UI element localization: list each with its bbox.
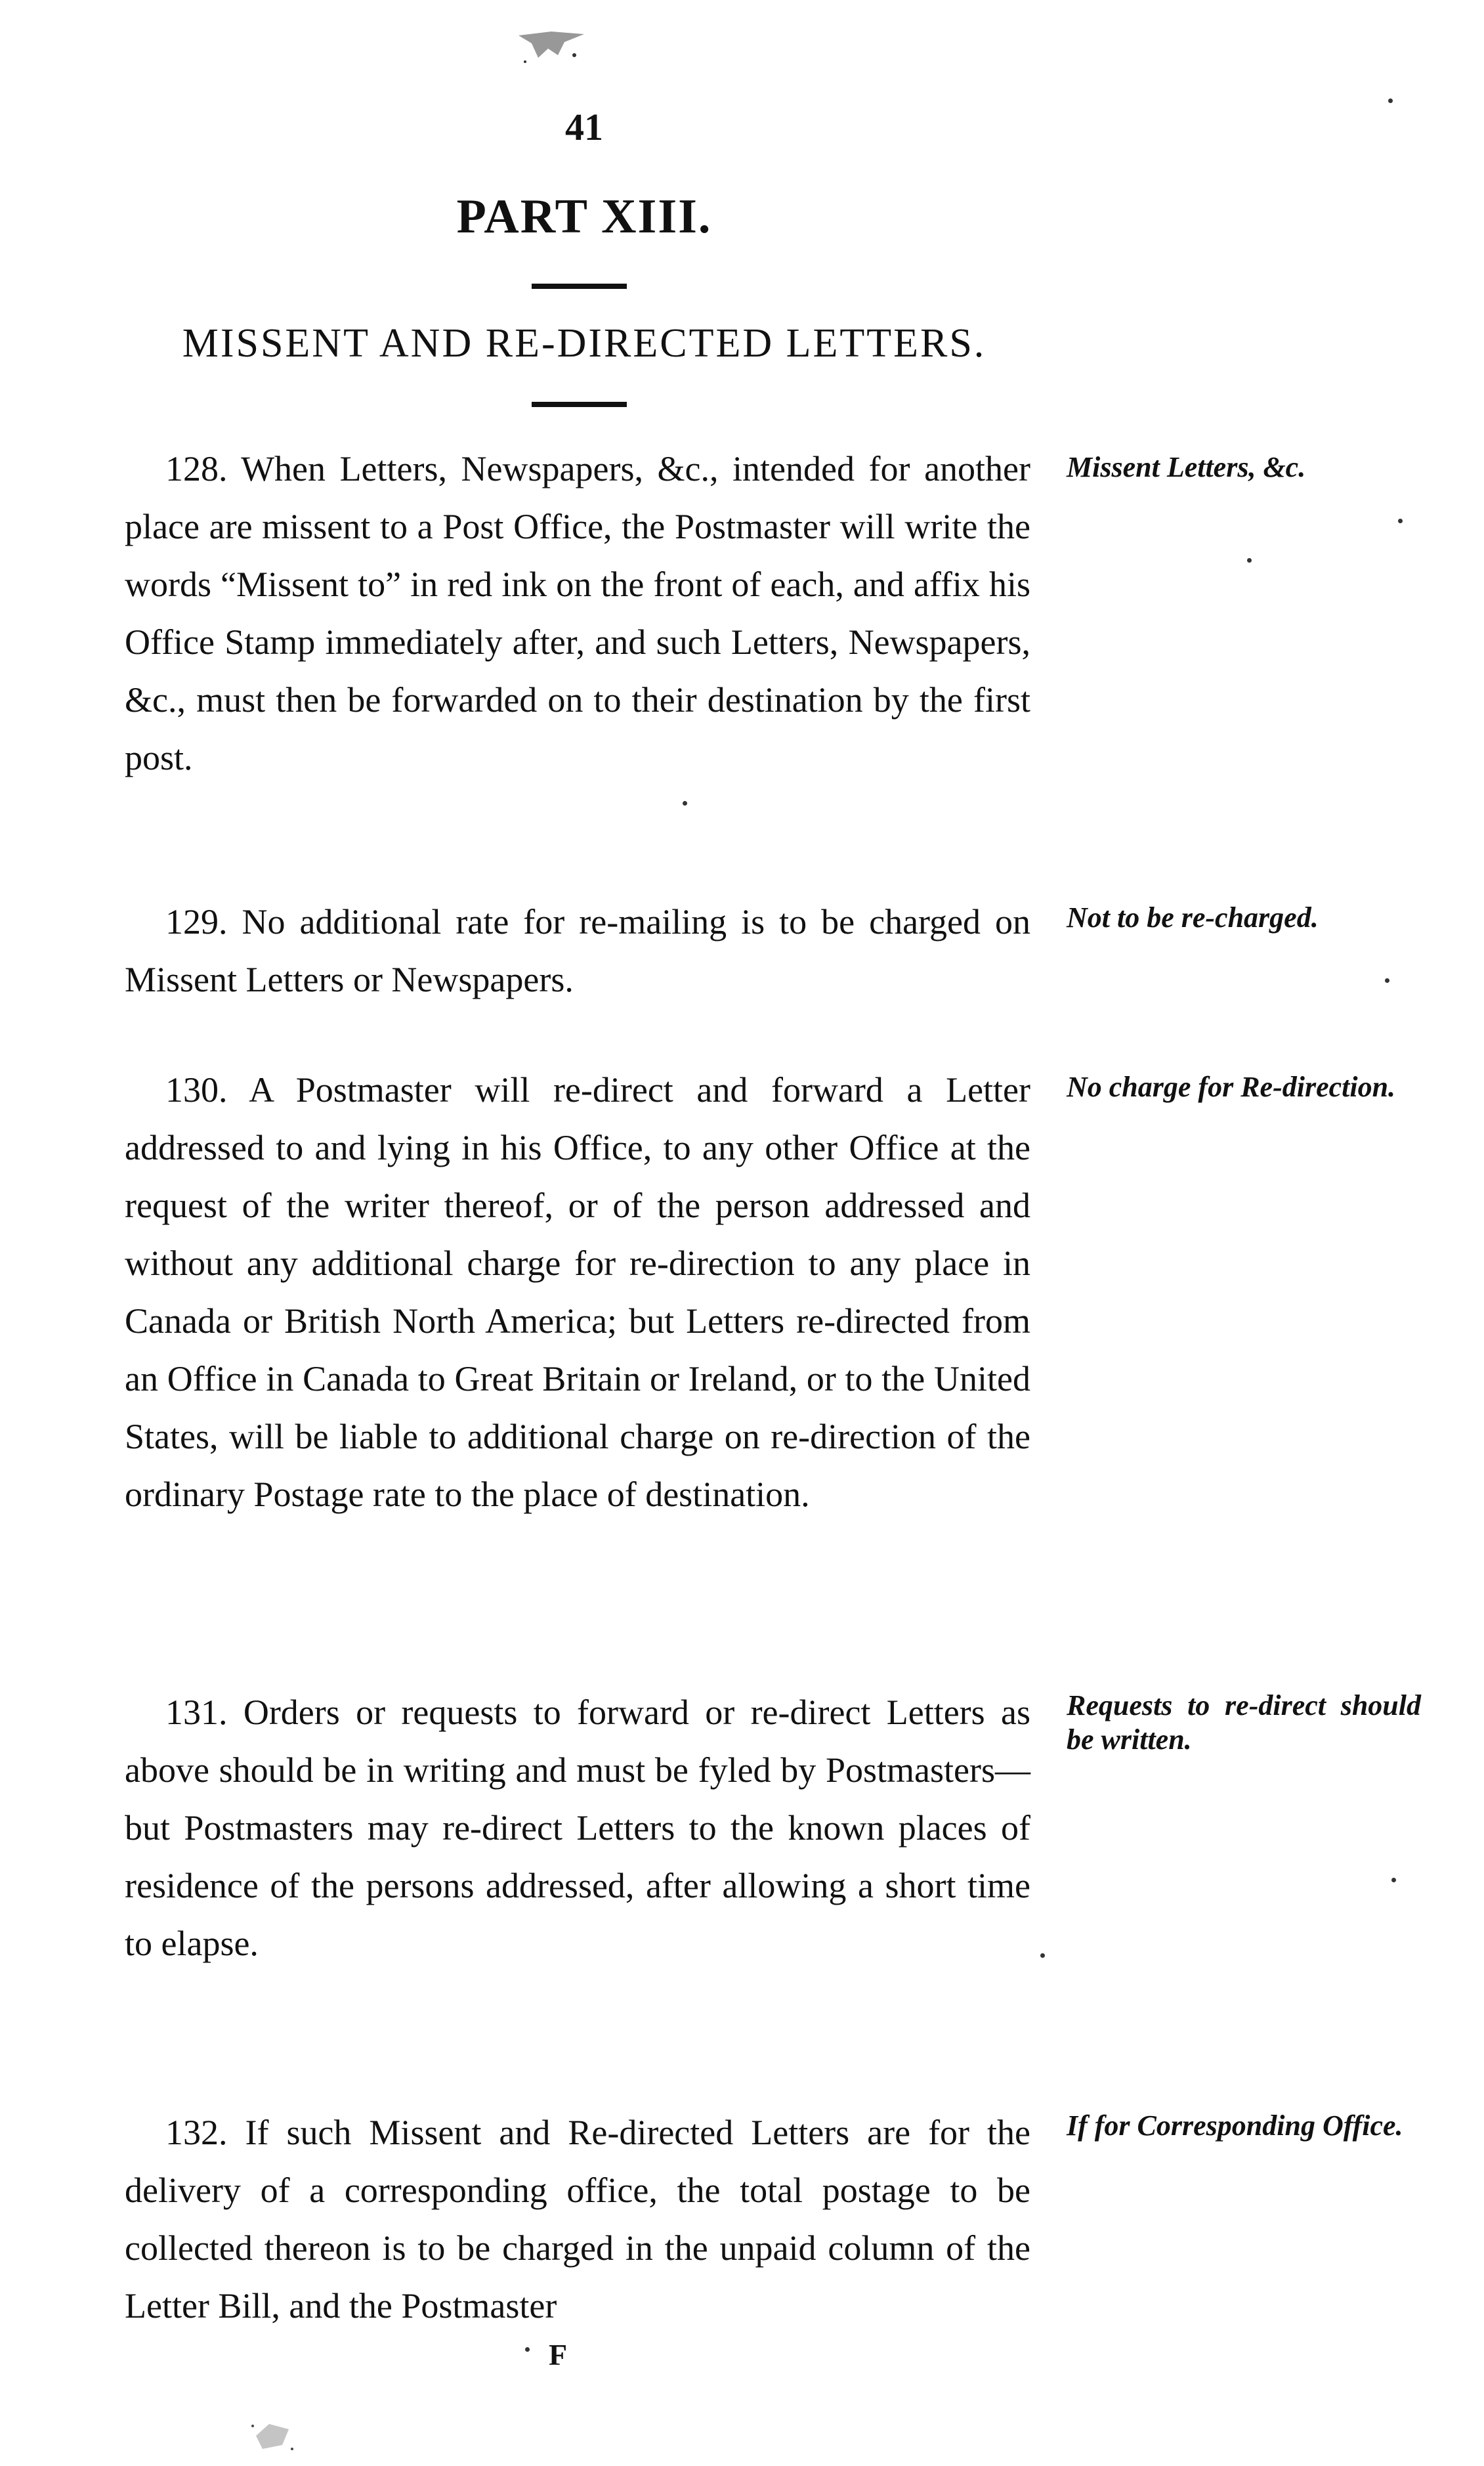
paragraph-132: 132. If such Missent and Re-directed Letters are for the delivery of a corresponding office, the total postage to be collected thereon is to be charged in the unpaid column of the Letter Bill, and the Postmaster [125,2113,1030,2325]
speck-mark [1388,98,1393,103]
ink-blot-decoration [512,29,591,75]
title-rule-bottom [532,402,627,407]
signature-mark: F [548,2338,568,2371]
paragraph-130: 130. A Postmaster will re-direct and forward a Letter addressed to and lying in his Office, to any other Office at the request of the writer thereof, or of the person addressed and without any additional charge for re-direction to any place in Canada or British North America; but Letters re-directed from an Office in Canada to Great Britain or Ireland, or to the United States, will be liable to additional charge on re-direction of the ordinary Postage rate to the place of destination. [125,1070,1030,1514]
speck-mark [525,2347,530,2352]
speck-mark [1385,978,1389,983]
speck-mark [1391,1878,1396,1882]
side-note-128: Missent Letters, &c. [1067,451,1306,483]
speck-mark [683,801,687,806]
ink-blot-decoration [243,2416,302,2455]
page-number: 41 [565,106,603,148]
side-note-130: No charge for Re-direction. [1067,1071,1396,1103]
speck-mark [1247,558,1252,563]
side-note-131: Requests to re-direct should be written. [1067,1689,1421,1756]
speck-mark [1398,519,1403,523]
paragraph-128: 128. When Letters, Newspapers, &c., intended for another place are missent to a Post Office, the Postmaster will write the words “Missent to” in red ink on the front of each, and affix his Office Stamp immediately after, and such Letters, Newspapers, &c., must then be forwarded on to their destination by the first post. [125,449,1030,777]
speck-mark [1040,1953,1045,1958]
title-rule-top [532,284,627,289]
paragraph-129: 129. No additional rate for re-mailing is to be charged on Missent Letters or Newspapers. [125,902,1030,999]
part-title: PART XIII. [456,190,712,244]
section-title: MISSENT AND RE-DIRECTED LETTERS. [182,321,986,366]
paragraph-131: 131. Orders or requests to forward or re-direct Letters as above should be in writing and must be fyled by Postmasters—but Postmasters may re-direct Letters to the known places of residence of the persons addressed, after allowing a short time to elapse. [125,1693,1030,1963]
side-note-132: If for Corresponding Office. [1067,2109,1403,2142]
side-note-129: Not to be re-charged. [1067,901,1319,934]
